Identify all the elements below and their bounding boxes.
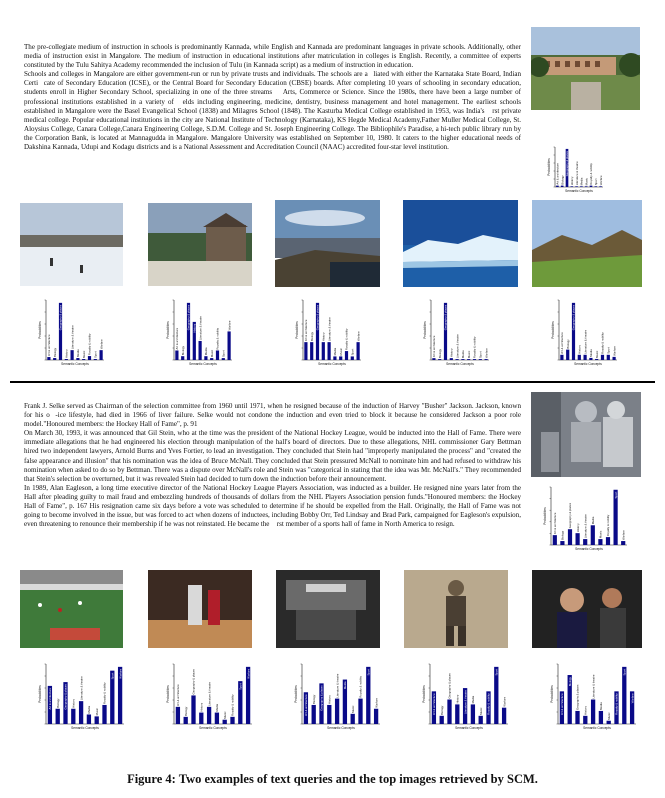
concept-label: History (455, 694, 460, 704)
concept-label: Sport (594, 178, 598, 186)
concept-label: Biology (52, 347, 57, 358)
concept-label: Music (81, 350, 86, 359)
x-axis-label: Semantic Concepts (455, 726, 483, 730)
x-axis-label: Semantic Concepts (318, 362, 346, 366)
concept-label: Music (478, 707, 483, 715)
concept-bar (335, 699, 339, 724)
concept-label: Warfare (598, 175, 603, 186)
concept-label: Warfare (227, 320, 232, 331)
concept-bar (583, 539, 587, 545)
result-concept-chart-2e-svg (540, 660, 650, 746)
concept-label: History (321, 332, 326, 342)
concept-label: Geography & places (315, 304, 320, 331)
concept-label: Geography & places (575, 684, 580, 710)
concept-bar (455, 704, 459, 724)
concept-label: Royalty & nobility (486, 693, 491, 715)
concept-label: Art & architecture (175, 327, 180, 350)
concept-label: Warfare (621, 530, 626, 541)
concept-bar (556, 186, 559, 187)
result-concept-chart-1b (158, 296, 268, 366)
concept-bar (95, 716, 99, 724)
x-axis-label: Semantic Concepts (565, 189, 593, 193)
concept-bar (456, 359, 459, 360)
y-axis-label: Probabilities (550, 685, 554, 703)
concept-bar (590, 186, 593, 187)
result-concept-chart-2d-svg (412, 660, 522, 746)
concept-label: Sport (221, 350, 226, 358)
result-image-village (148, 203, 252, 286)
concept-label: Biology (309, 331, 314, 342)
concept-label: Literature & theatre (79, 676, 84, 701)
x-axis-label: Semantic Concepts (327, 726, 355, 730)
concept-bar (199, 713, 203, 724)
concept-bar (339, 356, 342, 360)
result-concept-chart-1a-svg (30, 296, 140, 374)
concept-label: Geography & places (447, 673, 452, 699)
concept-label: Media (461, 350, 466, 359)
concept-label: Warfare (246, 668, 251, 679)
concept-label: Music (466, 350, 471, 359)
result-concept-chart-1c-svg (287, 296, 397, 374)
concept-bar (447, 700, 451, 724)
concept-bar (599, 186, 602, 187)
concept-label: Sport (238, 683, 243, 690)
concept-bar (471, 704, 475, 724)
concept-bar (327, 705, 331, 724)
concept-label: Media (343, 681, 348, 690)
concept-label: Music (222, 711, 227, 719)
concept-label: Warfare (374, 697, 379, 708)
concept-label: History (192, 323, 197, 333)
concept-bar (374, 709, 378, 724)
result-image-glacier (403, 200, 518, 287)
concept-bar (584, 355, 587, 360)
concept-label: Media (471, 695, 476, 704)
concept-label: Royalty & nobility (589, 163, 594, 185)
concept-bar (485, 359, 488, 360)
concept-label: Royalty & nobility (102, 682, 107, 704)
concept-bar (351, 356, 354, 360)
concept-label: Literature & theatre (207, 681, 212, 706)
result-concept-chart-2b (156, 660, 266, 740)
query-text-2 (24, 402, 521, 529)
concept-label: History (199, 702, 204, 712)
concept-label: Music (338, 348, 343, 356)
y-axis-label: Probabilities (38, 685, 42, 703)
concept-label: Art & architecture (304, 694, 309, 716)
concept-label: Literature & theatre (583, 514, 588, 539)
concept-bar (591, 525, 595, 545)
concept-bar (357, 342, 360, 360)
concept-bar (333, 356, 336, 360)
concept-label: Music (584, 177, 589, 186)
concept-label: Music (598, 530, 603, 539)
query-text-1 (24, 43, 521, 152)
result-concept-chart-2c-svg (284, 660, 394, 746)
query-concept-chart-2 (533, 485, 643, 555)
concept-label: Art & architecture (304, 319, 309, 342)
concept-bar (561, 186, 564, 187)
concept-label: Sport (622, 668, 627, 676)
concept-label: Art & architecture (432, 693, 437, 715)
concept-label: Geography & places (568, 502, 573, 529)
concept-label: Biology (560, 530, 565, 541)
concept-bar (322, 342, 325, 360)
concept-label: Warfare (118, 668, 123, 679)
concept-bar (71, 709, 75, 724)
concept-label: History (583, 706, 588, 715)
result-image-street-bw (276, 570, 380, 648)
concept-bar (594, 186, 597, 187)
concept-bar (583, 716, 587, 724)
concept-bar (204, 356, 207, 360)
concept-bar (304, 342, 307, 360)
concept-bar (461, 359, 464, 360)
concept-bar (345, 351, 348, 360)
concept-bar (607, 355, 610, 360)
y-axis-label: Probabilities (295, 321, 299, 339)
concept-label: Royalty & nobility (614, 693, 619, 715)
concept-bar (223, 720, 227, 724)
concept-label: Sport (613, 491, 618, 499)
result-concept-chart-1a (30, 296, 140, 366)
y-axis-label: Probabilities (547, 158, 551, 176)
concept-label: Literature & theatre (70, 325, 75, 350)
query-paragraph: The pre-collegiate medium of instruction in schools is predominantly Kannada, while English and Kannada are predominant languages in private schools. Additionally, other media of instruction exist in Mangalore. The medium of instruction in educational institutions after matriculation in colleges is English. Recently, a committee of experts constituted by the Tulu Sahitya Academy recommended the inclusion of Tulu (in Kannada script) as a medium of instruction in education. (24, 43, 521, 70)
concept-label: Royalty & nobility (472, 336, 477, 359)
concept-label: Literature & theatre (574, 161, 579, 186)
concept-bar (560, 541, 564, 545)
concept-bar (100, 350, 103, 360)
concept-label: Literature & theatre (463, 690, 468, 715)
concept-label: Royalty & nobility (344, 328, 349, 351)
concept-bar (553, 535, 557, 545)
concept-bar (560, 355, 563, 360)
concept-bar (207, 707, 211, 724)
result-image-coast (275, 200, 380, 287)
concept-label: Royalty & nobility (600, 332, 605, 354)
concept-label: Art & architecture (432, 335, 437, 358)
concept-label: Geography & places (443, 304, 448, 331)
concept-label: Geography & places (58, 304, 63, 331)
concept-bar (479, 716, 483, 724)
concept-label: Royalty & nobility (87, 333, 92, 356)
concept-label: Art & architecture (48, 687, 53, 710)
concept-label: Art & architecture (553, 512, 557, 535)
x-axis-label: Semantic Concepts (61, 362, 89, 366)
query-paragraph: On March 30, 1993, it was announced that Gil Stein, who at the time was the president of the National Hockey League, would be inducted into the Hall of Fame. There were immediate allegations that he had engineered his election through manipulation of the hall's board of directors. Due to these allegations, NHL commissioner Gary Bettman hired two independent lawyers, Arnold Burns and Yves Fortier, to lead an investigation. They concluded that Stein had "improperly manipulated the process" and "created the false appearance and illusion" that his nomination was the idea of Bruce McNall. They concluded that Stein pressured McNall to nominate him and had refused to withdraw his nomination when asked to do so by Bettman. There was a dispute over McNall's role and Stein was "categorical in stating that the idea was Mr. McNall's." They recommended that Stein's selection be overturned, but it was revealed Stein had decided to turn down the induction before their announcement. (24, 429, 521, 483)
result-concept-chart-1e-svg (543, 296, 653, 374)
concept-label: Music (350, 705, 355, 713)
concept-bar (568, 529, 572, 545)
concept-bar (94, 359, 97, 360)
concept-bar (599, 711, 603, 724)
concept-label: Warfare (356, 331, 361, 342)
result-concept-chart-2a (28, 660, 138, 740)
result-concept-chart-1d-svg (415, 296, 525, 374)
concept-label: Biology (560, 175, 565, 185)
concept-label: History (449, 348, 454, 358)
x-axis-label: Semantic Concepts (446, 362, 474, 366)
concept-bar (56, 709, 60, 724)
concept-bar (47, 357, 50, 360)
query-paragraph: In 1989, Alan Eagleson, a long time executive director of the National Hockey League Players Association, was inducted as a builder. He resigned nine years later from the Hall after pleading guilty to mail fraud and embezzling hundreds of thousands of dollars from the NHL Players Association pension funds."Honoured members: the Hockey Hall of Fame", p. 167 His resignation came six days before a vote was scheduled to determine if he should be expelled from the Hall. Originally, the Hall of Fame was not going to become involved in the issue, but was forced to act when dozens of inductees, including Bobby Orr, Ted Lindsay and Brad Park, campaigned for Eagleson's expulsion, even threatening to renounce their membership if he was not reinstated. He became the rst member of a sports hall of fame in North America to resign. (24, 483, 521, 529)
y-axis-label: Probabilities (423, 321, 427, 339)
concept-label: Literature & theatre (198, 315, 203, 340)
concept-bar (228, 331, 231, 360)
concept-bar (591, 700, 595, 724)
result-image-player-sepia (404, 570, 508, 648)
concept-bar (467, 359, 470, 360)
concept-label: Art & architecture (560, 332, 565, 354)
concept-bar (181, 356, 184, 360)
concept-bar (53, 358, 56, 360)
result-concept-chart-1d (415, 296, 525, 366)
concept-bar (230, 717, 234, 724)
concept-label: Art & architecture (560, 693, 565, 715)
concept-label: Literature & theatre (583, 329, 588, 354)
concept-label: Music (606, 712, 611, 720)
concept-bar (210, 358, 213, 360)
concept-bar (358, 699, 362, 724)
result-concept-chart-2e (540, 660, 650, 740)
concept-label: Royalty & nobility (230, 694, 235, 716)
result-image-football (20, 570, 123, 648)
concept-label: Royalty & nobility (358, 676, 363, 698)
y-axis-label: Probabilities (543, 507, 547, 525)
concept-label: Music (94, 708, 99, 716)
concept-bar (65, 359, 68, 360)
concept-bar (175, 350, 178, 360)
concept-label: Biology (439, 705, 444, 715)
concept-label: Media (333, 347, 338, 356)
concept-label: History (327, 695, 332, 704)
y-axis-label: Probabilities (422, 685, 426, 703)
concept-bar (71, 350, 74, 360)
query-concept-chart-2-svg (533, 485, 643, 567)
concept-label: Warfare (99, 339, 104, 350)
result-concept-chart-2d (412, 660, 522, 740)
concept-label: History (575, 523, 580, 533)
concept-bar (566, 350, 569, 360)
section-divider (10, 381, 655, 383)
y-axis-label: Probabilities (551, 321, 555, 339)
y-axis-label: Probabilities (294, 685, 298, 703)
concept-bar (215, 713, 219, 724)
concept-label: Art & architecture (176, 684, 181, 706)
concept-bar (575, 186, 578, 187)
concept-bar (450, 358, 453, 360)
x-axis-label: Semantic Concepts (189, 362, 217, 366)
concept-label: Art & architecture (47, 334, 52, 357)
concept-bar (585, 186, 588, 187)
concept-label: Sport (93, 351, 98, 359)
concept-bar (438, 359, 441, 360)
concept-bar (578, 355, 581, 360)
concept-label: Sport (350, 348, 355, 356)
concept-label: Sport (494, 668, 499, 676)
concept-bar (79, 701, 83, 724)
concept-label: Media (204, 347, 209, 356)
concept-bar (598, 539, 602, 545)
y-axis-label: Probabilities (166, 685, 170, 703)
concept-label: Literature & theatre (455, 334, 460, 359)
concept-bar (576, 533, 580, 545)
concept-label: Music (594, 350, 599, 358)
concept-label: Sport (606, 347, 611, 354)
concept-label: Sport (478, 351, 483, 359)
query-concept-chart-1 (531, 145, 641, 195)
result-concept-chart-2b-svg (156, 660, 266, 746)
concept-label: Biology (55, 698, 60, 708)
concept-bar (82, 359, 85, 360)
x-axis-label: Semantic Concepts (574, 362, 602, 366)
concept-bar (216, 350, 219, 360)
concept-bar (191, 695, 195, 724)
concept-label: Geography & places (191, 669, 196, 695)
concept-bar (328, 342, 331, 360)
result-image-snow-field (20, 203, 123, 286)
concept-label: Geography & places (63, 684, 68, 710)
concept-label: Literature & theatre (591, 674, 596, 699)
concept-label: Media (87, 705, 92, 714)
concept-label: Warfare (630, 693, 635, 704)
concept-label: Biology (311, 694, 316, 704)
concept-label: Sport (110, 672, 115, 680)
concept-label: History (577, 345, 582, 354)
concept-bar (570, 186, 573, 187)
figure-caption: Figure 4: Two examples of text queries and the top images retrieved by SCM. (127, 772, 538, 786)
concept-label: Warfare (484, 348, 489, 359)
concept-label: History (570, 176, 574, 186)
result-concept-chart-2a-svg (28, 660, 138, 746)
concept-bar (222, 358, 225, 360)
concept-bar (432, 358, 435, 360)
concept-label: Biology (567, 677, 572, 687)
concept-bar (606, 537, 610, 545)
query-image-campus (531, 27, 640, 110)
concept-bar (199, 341, 202, 360)
concept-bar (601, 355, 604, 360)
concept-bar (613, 357, 616, 360)
concept-label: Warfare (502, 696, 507, 707)
result-concept-chart-2c (284, 660, 394, 740)
concept-bar (580, 186, 583, 187)
concept-label: Media (579, 177, 584, 186)
query-paragraph: Frank J. Selke served as Chairman of the selection committee from 1960 until 1971, when he resigned because of the induction of Harvey "Busher" Jackson. Jackson, known for his o-ice lifestyle, had died in 1966 of liver failure. Selke would not condone the induction and even tried to block it because he considered Jackson a poor role model."Honoured members: the Hockey Hall of Fame", p. 91 (24, 402, 521, 429)
result-concept-chart-1b-svg (158, 296, 268, 374)
result-concept-chart-1e (543, 296, 653, 366)
concept-bar (102, 705, 106, 724)
concept-label: Art & architecture (555, 163, 560, 185)
result-image-hills (532, 200, 642, 287)
concept-label: Biology (565, 339, 570, 349)
concept-bar (502, 708, 506, 724)
concept-bar (595, 359, 598, 360)
concept-label: Geography & places (186, 304, 191, 331)
concept-bar (589, 358, 592, 360)
y-axis-label: Probabilities (166, 321, 170, 339)
concept-label: Sport (366, 668, 371, 676)
concept-label: Biology (180, 346, 185, 356)
query-paragraph: Schools and colleges in Mangalore are either government-run or run by private trusts and individuals. The schools are aliated with either the Karnataka State Board, Indian Certi cate of Secondary Education (ICSE), or the Central Board for Secondary Education (CBSE) boards. After completing 10 years of schooling in secondary education, students enroll in Higher Secondary School, specializing in one of the three streams  Arts, Commerce or Science. Since the 1980s, there have been a large number of professional institutions established in a variety of elds including engineering, medicine, dentistry, business management and hotel management. The earliest schools established in Mangalore were the Basel Evangelical School (1838) and Milagres School (1848). The Kasturba Medical College established in 1953, was India's rst private medical college. Popular educational institutions in the city are National Institute of Technology (Karnataka), KS Hegde Medical Academy,Father Muller Medical College, St. Aloysius College, Canara College,Canara Engineering College, S.D.M. College and St. Joseph Engineering College. The Bibliophile's Paradise, a hi-tech public library run by the Corporation Bank, is located at Mannagudda in Mangalore. Mangalore University was established on September 10, 1980. It caters to the higher educational needs of Dakshina Kannada, Udupi and Kodagu districts and is a National Assessment and Accreditation Council (NAAC) accredited four-star level institution. (24, 70, 521, 152)
concept-label: Geography & places (319, 685, 324, 711)
concept-label: Literature & theatre (335, 673, 340, 698)
x-axis-label: Semantic Concepts (199, 726, 227, 730)
query-image-trophy-statue (531, 392, 641, 477)
concept-label: Media (589, 349, 594, 357)
concept-bar (87, 714, 91, 724)
concept-bar (351, 714, 355, 724)
concept-label: Biology (437, 348, 442, 359)
concept-bar (575, 711, 579, 724)
result-concept-chart-1c (287, 296, 397, 366)
concept-label: History (71, 699, 76, 708)
concept-label: Media (76, 349, 81, 358)
concept-label: Geography & places (565, 150, 570, 177)
concept-bar (473, 359, 476, 360)
concept-bar (88, 356, 91, 360)
concept-bar (184, 717, 188, 724)
concept-label: Geography & places (571, 304, 576, 331)
concept-label: Literature & theatre (327, 317, 332, 342)
concept-label: Royalty & nobility (215, 328, 220, 350)
concept-label: Media (599, 702, 604, 710)
x-axis-label: Semantic Concepts (575, 547, 603, 551)
result-image-crowd (532, 570, 642, 648)
concept-bar (76, 358, 79, 360)
concept-bar (312, 705, 316, 724)
x-axis-label: Semantic Concepts (71, 726, 99, 730)
concept-bar (607, 721, 611, 724)
concept-label: Royalty & nobility (606, 514, 611, 537)
concept-label: History (64, 349, 69, 359)
concept-bar (310, 342, 313, 360)
concept-label: Biology (183, 706, 188, 716)
concept-bar (621, 541, 625, 545)
concept-bar (176, 707, 180, 724)
result-image-basketball (148, 570, 252, 648)
concept-label: Warfare (612, 346, 617, 356)
concept-label: Media (215, 703, 220, 712)
concept-label: Media (591, 516, 595, 525)
y-axis-label: Probabilities (38, 321, 42, 339)
concept-label: Music (209, 349, 214, 358)
concept-bar (440, 716, 444, 724)
x-axis-label: Semantic Concepts (583, 726, 611, 730)
concept-bar (479, 359, 482, 360)
